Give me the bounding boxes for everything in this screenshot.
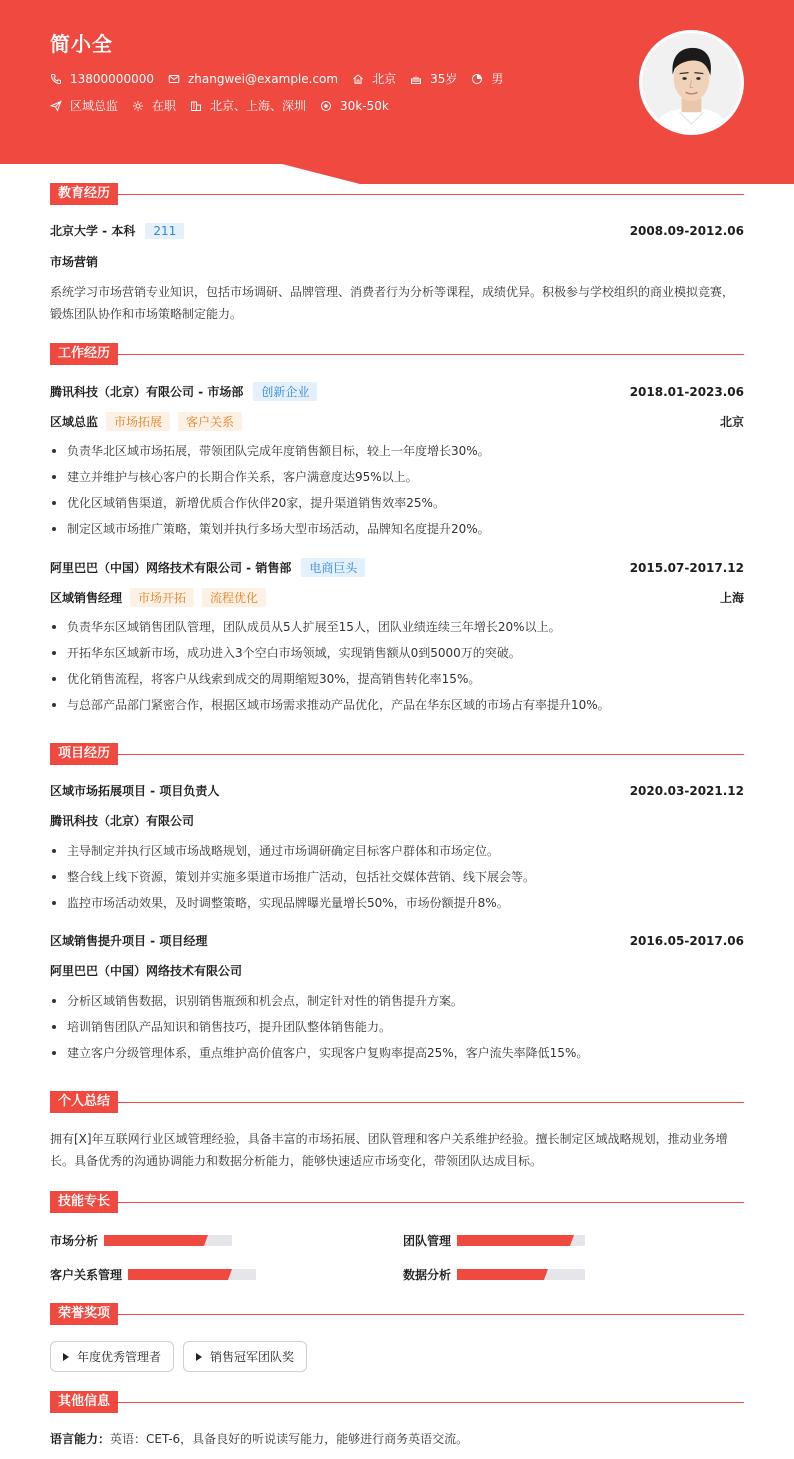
skill-level [128,1269,228,1280]
candidate-name: 简小全 [50,32,113,56]
home-icon [352,73,364,85]
section-divider [118,194,744,195]
skill-tag: 流程优化 [202,588,266,607]
list-item: 开拓华东区域新市场，成功进入3个空白市场领域，实现销售额从0到5000万的突破。 [50,640,744,666]
skill-item [50,1232,232,1249]
email-item [168,72,338,86]
project-name: 区域市场拓展项目 - 项目负责人 [50,784,220,798]
list-item: 建立客户分级管理体系，重点维护高价值客户，实现客户复购率提高25%，客户流失率降低15%。 [50,1040,744,1066]
job-role-row [50,412,744,431]
list-item: 优化区域销售渠道，新增优质合作伙伴20家，提升渠道销售效率25%。 [50,490,744,516]
skill-level [104,1235,204,1246]
language-info [50,1430,468,1447]
project-company: 腾讯科技（北京）有限公司 [50,814,195,828]
skill-bar [128,1269,256,1280]
job-header [50,382,744,401]
skill-tag: 客户关系 [178,412,242,431]
other-heading: 其他信息 [50,1391,118,1413]
phone-item [50,72,154,86]
status-item [132,97,176,114]
project-company-row [50,962,744,979]
major-row [50,253,744,270]
company-name: 阿里巴巴（中国）网络技术有限公司 - 销售部 [50,561,292,575]
skill-bar [104,1235,232,1246]
phone-icon [50,73,62,85]
mail-icon [168,73,180,85]
job-intent-row [50,97,403,114]
email-address: zhangwei@example.com [187,71,339,86]
coin-icon [320,100,332,112]
section-divider [118,754,744,755]
skill-label: 团队管理 [403,1234,452,1248]
age-item [410,70,457,87]
skill-item [50,1266,256,1283]
project-date: 2016.05-2017.06 [629,933,744,948]
language-label: 语言能力： [50,1432,111,1446]
list-item: 整合线上线下资源，策划并实施多渠道市场推广活动，包括社交媒体营销、线下展会等。 [50,864,744,890]
project-name: 区域销售提升项目 - 项目经理 [50,934,208,948]
job-bullets [50,614,744,718]
age-text: 35岁 [430,72,458,86]
skill-item [403,1266,585,1283]
list-item: 培训销售团队产品知识和销售技巧，提升团队整体销售能力。 [50,1014,744,1040]
company-tag: 电商巨头 [301,558,365,577]
job-location: 上海 [719,591,744,605]
other-section-title [50,1391,744,1413]
summary-text: 拥有[X]年互联网行业区域管理经验，具备丰富的市场拓展、团队管理和客户关系维护经验。擅长制定区域战略规划，推动业务增长。具备优秀的沟通协调能力和数据分析能力，能够快速适应市场变化，带领团队达成目标。 [50,1132,728,1168]
skill-label: 数据分析 [403,1268,452,1282]
skill-tag: 市场开拓 [130,588,194,607]
gender-item [471,70,503,87]
city-item [352,70,396,87]
city-text: 北京 [372,72,397,86]
skill-label: 市场分析 [50,1234,99,1248]
phone-number: 13800000000 [70,71,154,86]
company-name: 腾讯科技（北京）有限公司 - 市场部 [50,385,244,399]
education-description: 系统学习市场营销专业知识，包括市场调研、品牌管理、消费者行为分析等课程，成绩优异。积极参与学校组织的商业模拟竞赛，锻炼团队协作和市场策略制定能力。 [50,285,735,321]
project-company-row [50,812,744,829]
salary-text: 30k-50k [340,98,389,113]
project-bullets [50,838,744,916]
list-item: 建立并维护与核心客户的长期合作关系，客户满意度达95%以上。 [50,464,744,490]
position-item [50,97,118,114]
list-item: 监控市场活动效果，及时调整策略，实现品牌曝光量增长50%，市场份额提升8%。 [50,890,744,916]
list-item: 制定区域市场推广策略，策划并执行多场大型市场活动，品牌知名度提升20%。 [50,516,744,542]
job-role: 区域销售经理 [50,591,123,605]
profile-photo [642,33,741,132]
gender-text: 男 [491,72,504,86]
education-row [50,222,744,239]
position-text: 区域总监 [70,99,119,113]
list-item: 负责华东区域销售团队管理，团队成员从5人扩展至15人，团队业绩连续三年增长20%以上。 [50,614,744,640]
award-label: 年度优秀管理者 [77,1350,162,1364]
section-divider [118,1102,744,1103]
skill-label: 客户关系管理 [50,1268,123,1282]
building-icon [190,100,202,112]
play-icon [63,1353,69,1361]
job-header [50,558,744,577]
language-text: 英语：CET-6，具备良好的听说读写能力，能够进行商务英语交流。 [110,1432,469,1446]
project-bullets [50,988,744,1066]
target-cities-item [190,97,306,114]
avatar [639,30,744,135]
education-section-title [50,183,744,205]
award-item [50,1341,174,1372]
gender-icon [471,73,483,85]
list-item: 优化销售流程，将客户从线索到成交的周期缩短30%，提高销售转化率15%。 [50,666,744,692]
job-date: 2015.07-2017.12 [629,560,744,575]
section-divider [118,1202,744,1203]
list-item: 负责华北区域市场拓展，带领团队完成年度销售额目标，较上一年度增长30%。 [50,438,744,464]
skill-level [457,1269,544,1280]
award-item [183,1341,307,1372]
skill-item [403,1232,585,1249]
target-cities-text: 北京、上海、深圳 [210,99,307,113]
project-header [50,782,744,799]
cake-icon [410,73,422,85]
section-divider [118,354,744,355]
salary-item [320,99,389,113]
school-tag: 211 [145,223,184,239]
settings-icon [132,100,144,112]
skills-heading: 技能专长 [50,1191,118,1213]
section-divider [118,1314,744,1315]
play-icon [196,1353,202,1361]
education-heading: 教育经历 [50,183,118,205]
list-item: 分析区域销售数据，识别销售瓶颈和机会点，制定针对性的销售提升方案。 [50,988,744,1014]
list-item: 主导制定并执行区域市场战略规划，通过市场调研确定目标客户群体和市场定位。 [50,838,744,864]
job-role: 区域总监 [50,415,99,429]
list-item: 与总部产品部门紧密合作，根据区域市场需求推动产品优化，产品在华东区域的市场占有率提升10%。 [50,692,744,718]
job-location: 北京 [719,415,744,429]
projects-section-title [50,743,744,765]
school-name: 北京大学 - 本科 [50,224,136,238]
skill-level [457,1235,570,1246]
section-divider [118,1402,744,1403]
job-date: 2018.01-2023.06 [629,384,744,399]
education-date: 2008.09-2012.06 [629,223,744,238]
contact-row [50,70,517,87]
skills-section-title [50,1191,744,1213]
send-icon [50,100,62,112]
work-heading: 工作经历 [50,343,118,365]
project-header [50,932,744,949]
project-company: 阿里巴巴（中国）网络技术有限公司 [50,964,243,978]
award-label: 销售冠军团队奖 [210,1350,295,1364]
skill-bar [457,1235,585,1246]
job-bullets [50,438,744,542]
projects-heading: 项目经历 [50,743,118,765]
awards-heading: 荣誉奖项 [50,1303,118,1325]
skill-tag: 市场拓展 [106,412,170,431]
job-role-row [50,588,744,607]
summary-section-title [50,1091,744,1113]
resume-header [0,0,794,184]
awards-section-title [50,1303,744,1325]
skill-bar [457,1269,585,1280]
work-section-title [50,343,744,365]
major-name: 市场营销 [50,255,99,269]
status-text: 在职 [152,99,177,113]
project-date: 2020.03-2021.12 [629,783,744,798]
summary-heading: 个人总结 [50,1091,118,1113]
company-tag: 创新企业 [253,382,317,401]
